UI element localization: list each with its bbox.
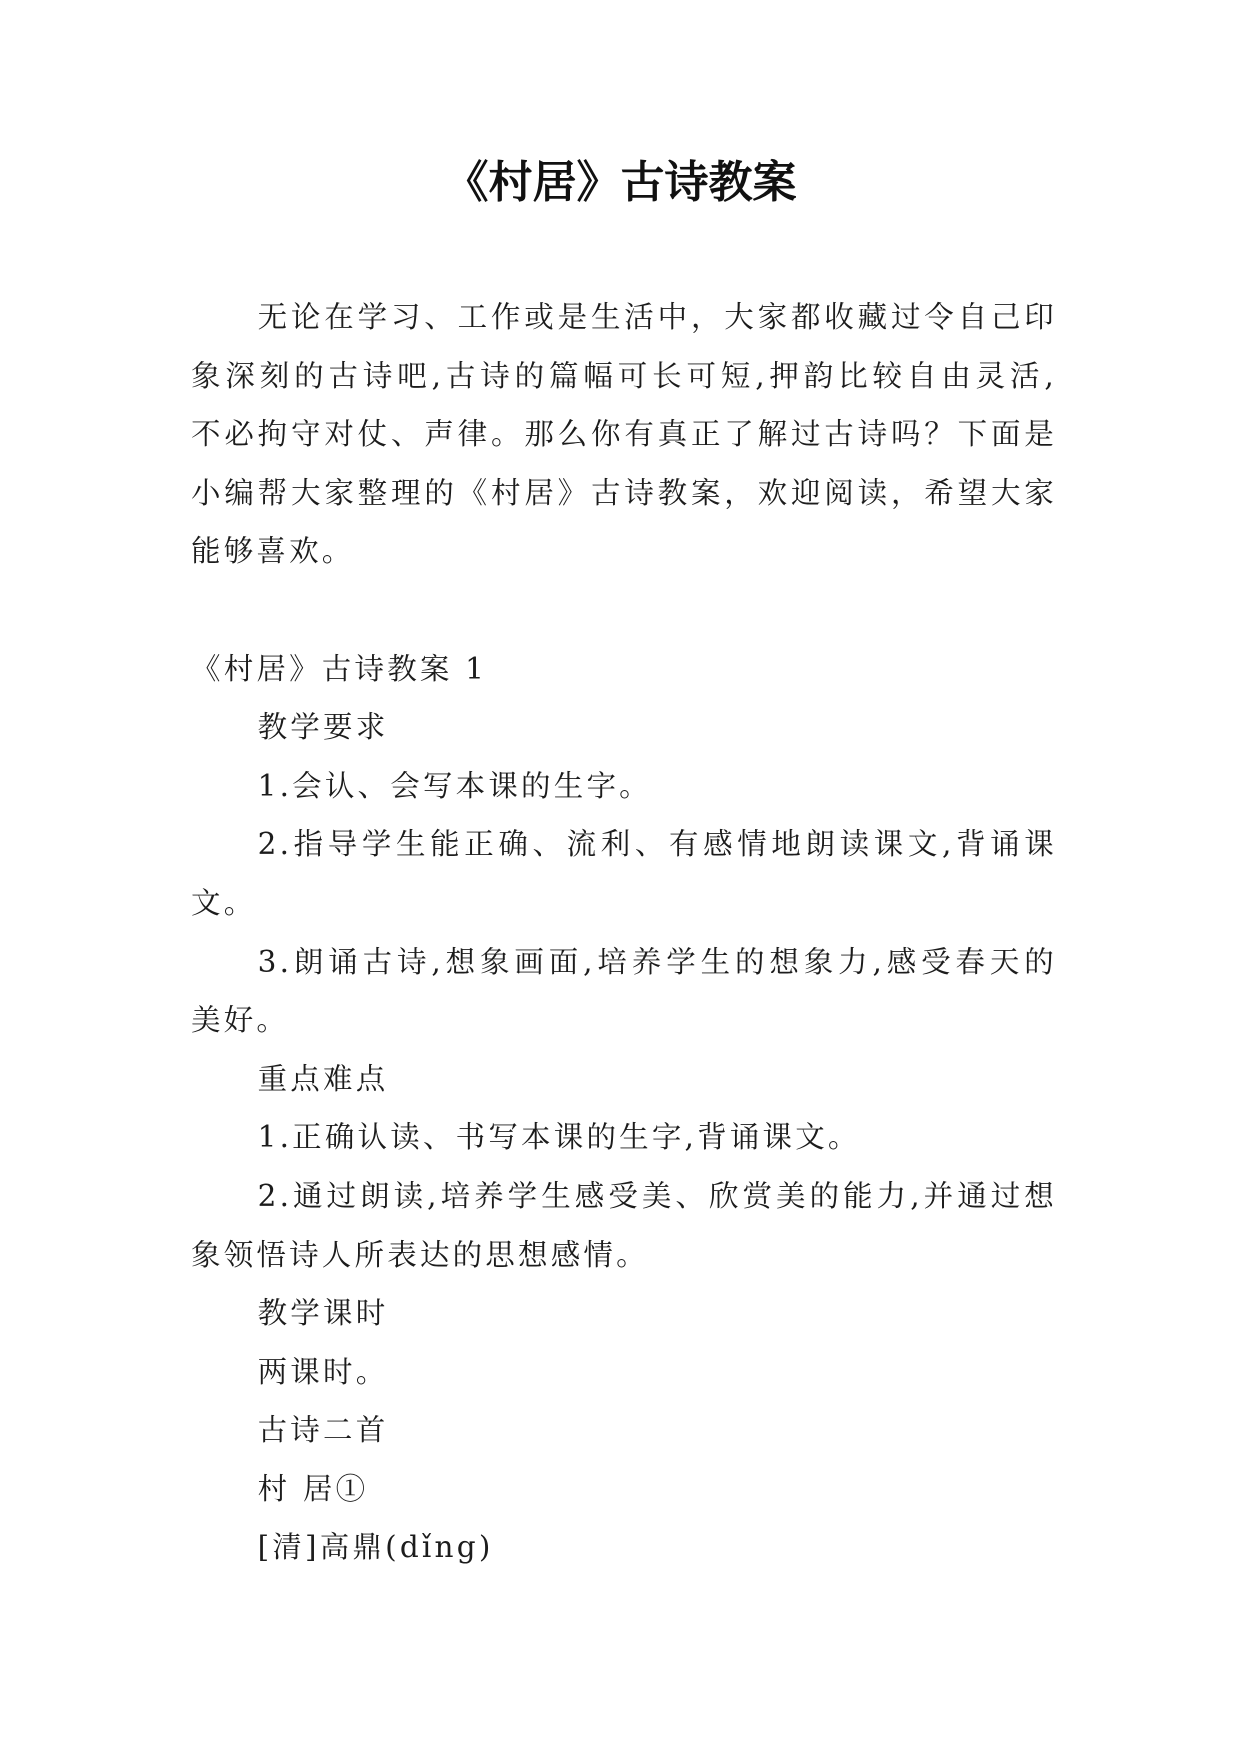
- poems-heading: 古诗二首: [257, 1413, 389, 1448]
- document-body: [191, 288, 1057, 1577]
- requirements-heading: 教学要求: [257, 710, 389, 745]
- paragraph-line: 象深刻的古诗吧,古诗的篇幅可长可短,押韵比较自由灵活,: [191, 358, 1057, 393]
- requirement-item: 2.指导学生能正确、流利、有感情地朗读课文,背诵课: [257, 827, 1057, 862]
- paragraph-line: 无论在学习、工作或是生活中，大家都收藏过令自己印: [257, 300, 1057, 334]
- requirement-item-continuation: 美好。: [191, 1003, 290, 1038]
- poem-title: 村 居①: [257, 1471, 369, 1506]
- requirement-item: 3.朗诵古诗,想象画面,培养学生的想象力,感受春天的: [257, 944, 1057, 979]
- paragraph-line: 不必拘守对仗、声律。那么你有真正了解过古诗吗？下面是: [191, 417, 1057, 452]
- requirement-item-continuation: 文。: [191, 885, 257, 920]
- key-point-item-continuation: 象领悟诗人所表达的思想感情。: [191, 1237, 649, 1272]
- section-heading: 《村居》古诗教案 1: [191, 651, 488, 686]
- lesson-time-value: 两课时。: [257, 1354, 389, 1389]
- key-point-item: 2.通过朗读,培养学生感受美、欣赏美的能力,并通过想: [257, 1178, 1057, 1213]
- requirement-item: 1.会认、会写本课的生字。: [257, 768, 652, 803]
- document-title: 《村居》古诗教案: [444, 157, 797, 208]
- key-points-heading: 重点难点: [257, 1061, 389, 1096]
- key-point-item: 1.正确认读、书写本课的生字,背诵课文。: [257, 1120, 861, 1155]
- intro-paragraph: [191, 288, 1057, 581]
- paragraph-line: 小编帮大家整理的《村居》古诗教案，欢迎阅读，希望大家: [191, 475, 1057, 510]
- poem-author: [清]高鼎(dǐng): [257, 1530, 494, 1565]
- lesson-time-heading: 教学课时: [257, 1296, 389, 1331]
- paragraph-line: 能够喜欢。: [191, 534, 355, 569]
